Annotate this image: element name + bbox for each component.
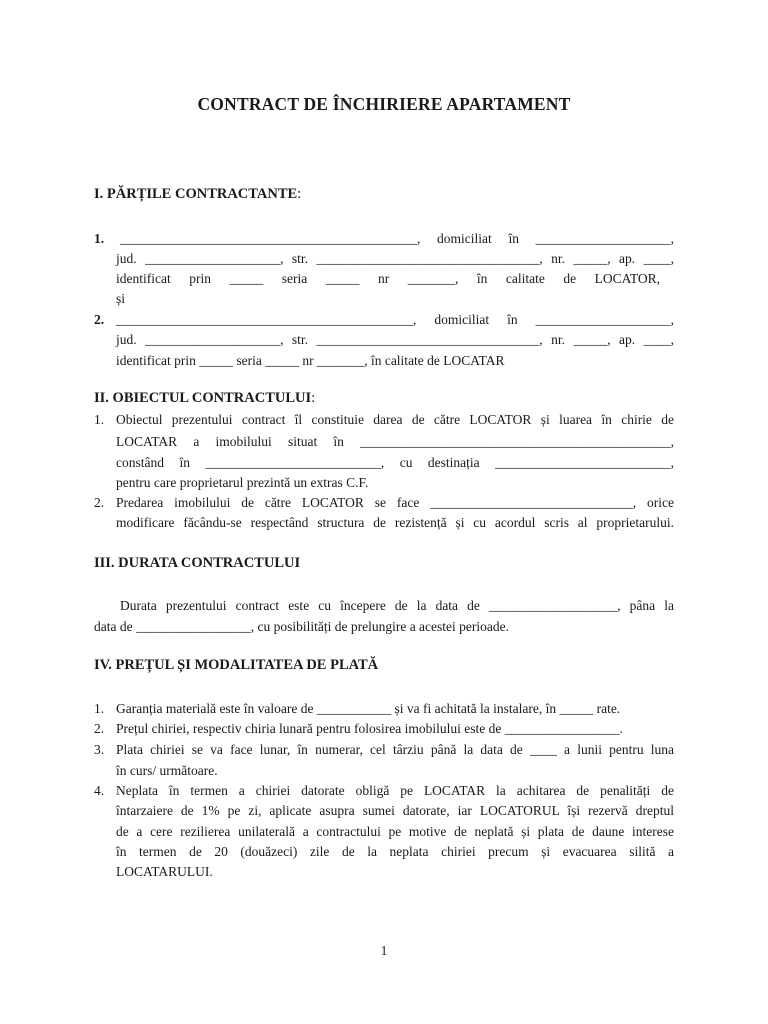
section-3-heading-text: III. DURATA CONTRACTULUI xyxy=(94,555,301,571)
party-2-line-3: identificat prin _____ seria _____ nr _______, în calitate de LOCATAR xyxy=(116,353,505,368)
object-item-1-line-1: Obiectul prezentului contract îl constituie darea de către LOCATOR și luarea în chirie de xyxy=(116,412,674,427)
price-item-3-line-1: Plata chiriei se va face lunar, în numerar, cel târziu până la data de ____ a lunii pentru luna xyxy=(116,742,674,757)
price-item-1-line-1: Garanția materială este în valoare de ___________ și va fi achitată la instalare, în _____ rate. xyxy=(116,701,621,716)
party-1-line-2: jud. ____________________, str. _________________________________, nr. _____, ap. ____, xyxy=(116,251,674,266)
object-item-1-number: 1. xyxy=(94,412,105,427)
price-item-4-line-4: în termen de 20 (douăzeci) zile de la neplata chiriei precum și evacuarea silită a xyxy=(116,844,674,859)
party-2-line-1: ____________________________________________, domiciliat în ____________________, xyxy=(116,312,674,327)
duration-line-2: data de _________________, cu posibilități de prelungire a acestei perioade. xyxy=(94,619,509,634)
object-item-1-line-3: constând în __________________________, cu destinația __________________________, xyxy=(116,455,674,470)
section-4-heading xyxy=(94,657,378,674)
section-3-heading xyxy=(94,555,300,572)
party-2-line-2: jud. ____________________, str. _________________________________, nr. _____, ap. ____, xyxy=(116,332,674,347)
party-1-line-1: ____________________________________________, domiciliat în ____________________, xyxy=(120,231,674,246)
party-1-line-3: identificat prin _____ seria _____ nr _______, în calitate de LOCATOR, xyxy=(116,271,660,286)
duration-line-1: Durata prezentului contract este cu începere de la data de ___________________, pâna la xyxy=(120,598,674,613)
price-item-4-line-3: de a cere rezilierea unilaterală a contractului pe motive de neplată și plata de daune interese xyxy=(116,824,674,839)
document-title: CONTRACT DE ÎNCHIRIERE APARTAMENT xyxy=(197,94,571,114)
price-item-4-line-1: Neplata în termen a chiriei datorate obligă pe LOCATAR la achitarea de penalități de xyxy=(116,783,674,798)
object-item-1-line-2: LOCATAR a imobilului situat în ______________________________________________, xyxy=(116,434,674,449)
object-item-2-line-1: Predarea imobilului de către LOCATOR se face ______________________________, orice xyxy=(116,495,674,510)
section-1-colon: : xyxy=(297,186,302,202)
price-item-4-line-2: întarzaiere de 1% pe zi, aplicate asupra sumei datorate, iar LOCATORUL își rezervă dreptul xyxy=(116,803,674,818)
object-item-2-number: 2. xyxy=(94,495,105,510)
party-2-number: 2. xyxy=(94,312,105,327)
object-item-2-line-2: modificare făcându-se respectând structura de rezistență și cu acordul scris al proprietarului. xyxy=(116,515,674,530)
section-4-heading-text: IV. PREȚUL ȘI MODALITATEA DE PLATĂ xyxy=(94,657,379,673)
price-item-3-number: 3. xyxy=(94,742,105,757)
price-item-1-number: 1. xyxy=(94,701,105,716)
party-connector: și xyxy=(116,291,126,306)
section-2-heading-text: II. OBIECTUL CONTRACTULUI xyxy=(94,390,312,406)
party-1-number: 1. xyxy=(94,231,105,246)
section-1-heading-text: I. PĂRȚILE CONTRACTANTE xyxy=(94,186,298,202)
price-item-4-number: 4. xyxy=(94,783,105,798)
price-item-4-line-5: LOCATARULUI. xyxy=(116,864,213,879)
price-item-2-line-1: Prețul chiriei, respectiv chiria lunară pentru folosirea imobilului este de _________________. xyxy=(116,721,623,736)
page-number: 1 xyxy=(380,943,388,958)
object-item-1-line-4: pentru care proprietarul prezintă un extras C.F. xyxy=(116,475,369,490)
section-1-heading xyxy=(94,186,301,203)
section-2-heading xyxy=(94,390,315,407)
section-2-colon: : xyxy=(311,390,316,406)
price-item-3-line-2: în curs/ următoare. xyxy=(116,763,218,778)
price-item-2-number: 2. xyxy=(94,721,105,736)
